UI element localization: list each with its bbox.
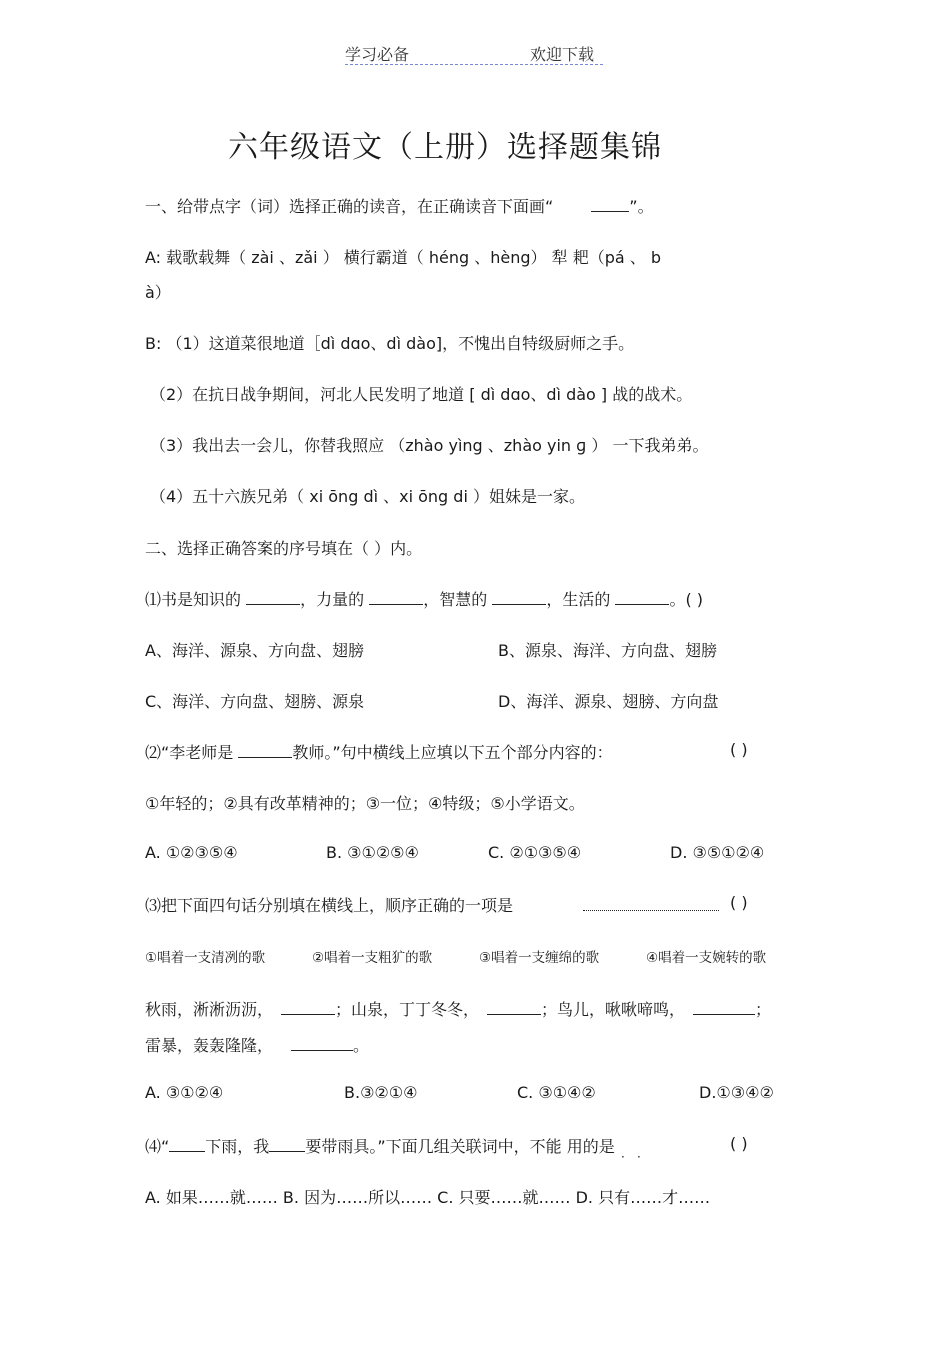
answer-blank[interactable]	[246, 590, 300, 605]
emphasis-dot: ·	[637, 1150, 641, 1164]
q3-passage-line2: 雷暴，轰轰隆隆， 。	[145, 1036, 370, 1055]
q1-option-d[interactable]: D、海洋、源泉、翅膀、方向盘	[498, 692, 719, 711]
q3-answer-paren[interactable]: ( )	[730, 893, 748, 912]
answer-blank[interactable]	[281, 1000, 335, 1015]
section1-line-a: A: 载歌载舞（ zài 、zǎi ） 横行霸道（ héng 、hèng） 犁 耙（pá 、 b	[145, 248, 661, 267]
q1-option-c[interactable]: C、海洋、方向盘、翅膀、源泉	[145, 692, 365, 711]
section1-line-b2: （2）在抗日战争期间，河北人民发明了地道 [ dì dɑo、dì dào ] 战的战术。	[150, 385, 693, 404]
q4-stem: ⑷“ 下雨，我 要带雨具。”下面几组关联词中，不能 用的是	[145, 1137, 615, 1156]
q1-option-a[interactable]: A、海洋、源泉、方向盘、翅膀	[145, 641, 364, 660]
q3-passage-line1: 秋雨，淅淅沥沥， ；山泉，丁丁冬冬， ；鸟儿，啾啾啼鸣， ；	[145, 1000, 772, 1019]
section2-heading: 二、选择正确答案的序号填在（ ）内。	[145, 539, 423, 558]
header-divider	[345, 64, 603, 65]
section1-line-b3: （3）我出去一会儿，你替我照应 （zhào yìng 、zhào yin ɡ ） 一下我弟弟。	[150, 436, 709, 455]
section1-line-b1: B: （1）这道菜很地道［dì dɑo、dì dào]，不愧出自特级厨师之手。	[145, 334, 635, 353]
q2-option-a[interactable]: A. ①②③⑤④	[145, 843, 238, 862]
q1-stem: ⑴书是知识的 ，力量的 ，智慧的 ，生活的 。( )	[145, 590, 704, 609]
answer-blank[interactable]	[615, 590, 669, 605]
section1-line-b4: （4）五十六族兄弟（ xi ōng dì 、xi ōng di ）姐妹是一家。	[150, 487, 585, 506]
q2-items: ①年轻的；②具有改革精神的；③一位；④特级；⑤小学语文。	[145, 794, 585, 813]
q2-option-d[interactable]: D. ③⑤①②④	[670, 843, 765, 862]
q3-stem: ⑶把下面四句话分别填在横线上，顺序正确的一项是	[145, 896, 514, 915]
page-title: 六年级语文（上册）选择题集锦	[228, 130, 662, 165]
q4-answer-paren[interactable]: ( )	[730, 1134, 748, 1153]
answer-blank[interactable]	[693, 1000, 755, 1015]
q1-option-b[interactable]: B、源泉、海洋、方向盘、翅膀	[498, 641, 717, 660]
q3-choice-4: ④唱着一支婉转的歌	[646, 950, 767, 966]
q3-dotted-blank[interactable]	[583, 896, 719, 915]
q4-options[interactable]: A. 如果……就…… B. 因为……所以…… C. 只要……就…… D. 只有……才……	[145, 1188, 711, 1207]
answer-blank[interactable]	[492, 590, 546, 605]
answer-blank[interactable]	[369, 590, 423, 605]
answer-blank[interactable]	[169, 1137, 205, 1152]
q3-choice-2: ②唱着一支粗犷的歌	[312, 950, 433, 966]
q3-option-d[interactable]: D.①③④②	[699, 1083, 774, 1102]
q2-stem: ⑵“李老师是 教师。”句中横线上应填以下五个部分内容的：	[145, 743, 613, 762]
answer-blank[interactable]	[269, 1137, 305, 1152]
emphasis-dot: ·	[621, 1150, 625, 1164]
q3-option-c[interactable]: C. ③①④②	[517, 1083, 596, 1102]
q3-option-a[interactable]: A. ③①②④	[145, 1083, 224, 1102]
q2-option-c[interactable]: C. ②①③⑤④	[488, 843, 582, 862]
section1-line-a-cont: à）	[145, 283, 171, 302]
q3-choice-1: ①唱着一支清冽的歌	[145, 950, 266, 966]
q3-option-b[interactable]: B.③②①④	[344, 1083, 418, 1102]
q2-option-b[interactable]: B. ③①②⑤④	[326, 843, 419, 862]
section1-heading: 一、给带点字（词）选择正确的读音，在正确读音下面画“ ”。	[145, 197, 654, 216]
answer-blank[interactable]	[238, 743, 292, 758]
header-left: 学习必备	[345, 45, 410, 64]
answer-blank[interactable]	[487, 1000, 541, 1015]
q2-answer-paren[interactable]: ( )	[730, 740, 748, 759]
header-right: 欢迎下载	[530, 45, 595, 64]
answer-blank[interactable]	[291, 1036, 353, 1051]
q3-choice-3: ③唱着一支缠绵的歌	[479, 950, 600, 966]
